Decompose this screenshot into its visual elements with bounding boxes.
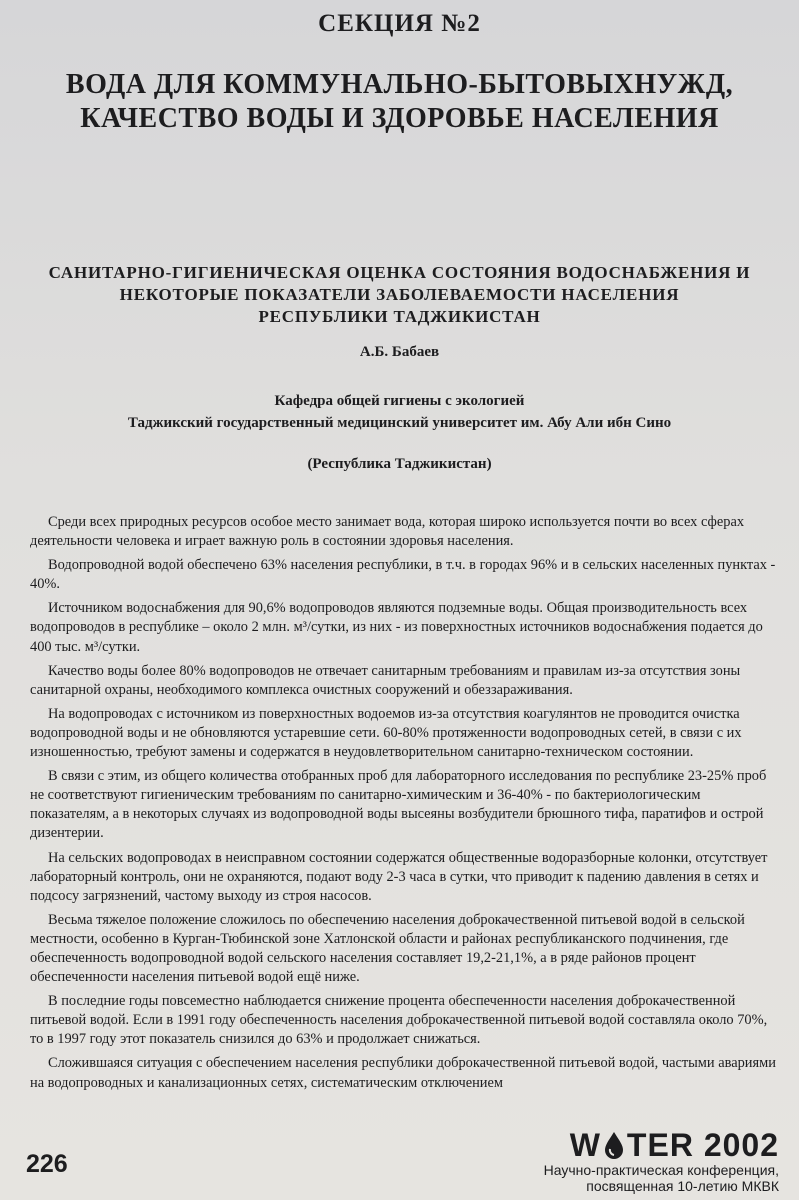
article-title-line: РЕСПУБЛИКИ ТАДЖИКИСТАН — [258, 307, 541, 326]
logo-text-right: TER 2002 — [626, 1127, 779, 1163]
paragraph: Качество воды более 80% водопроводов не отвечает санитарным требованиям и правилам из-за отсутствия зоны санитарной охраны, необходимого комплекса очистных сооружений и обеззараживания. — [30, 662, 741, 698]
section-number: СЕКЦИЯ №2 — [318, 10, 481, 37]
section-title — [0, 68, 799, 136]
article-body — [30, 513, 782, 1098]
article-title-line: НЕКОТОРЫЕ ПОКАЗАТЕЛИ ЗАБОЛЕВАЕМОСТИ НАСЕЛЕНИЯ — [119, 285, 680, 304]
paragraph: Водопроводной водой обеспечено 63% населения республики, в т.ч. в городах 96% и в сельских населенных пунктах - 40%. — [30, 557, 776, 593]
affiliation-line: Кафедра общей гигиены с экологией — [274, 393, 525, 409]
paragraph: В связи с этим, из общего количества отобранных проб для лабораторного исследования по республике 23-25% проб не соответствуют гигиеническим требованиям по санитарно-химическим и 36-40% - по бактериологическим показателям, а в некоторых случаях из водопроводной воды высеяны возбудители брюшного тифа, паратифов и острой дизентерии. — [30, 768, 767, 842]
paragraph: В последние годы повсеместно наблюдается снижение процента обеспеченности населения доброкачественной питьевой водой. Если в 1991 году обеспеченность населения доброкачественной питьевой водой составляла около 70%, то в 1997 году этот показатель снизился до 63% и продолжает снижаться. — [30, 993, 768, 1048]
paragraph: Весьма тяжелое положение сложилось по обеспечению населения доброкачественной питьевой водой в сельской местности, особенно в Курган-Тюбинской зоне Хатлонской области и районах республиканского подчинения, где обеспеченность водопроводной водой сельского населения составляет 19,2-21,1%, а в ряде районов процент обеспеченности населения питьевой водой ещё ниже. — [30, 911, 745, 986]
author-name: А.Б. Бабаев — [359, 344, 440, 360]
conference-logo — [544, 1128, 779, 1194]
water-drop-icon — [603, 1131, 625, 1159]
article-title — [0, 262, 799, 328]
paragraph: Сложившаяся ситуация с обеспечением населения республики доброкачественной питьевой водой, частыми авариями на водопроводных и канализационных сетях, систематическим отключением — [30, 1055, 776, 1091]
paragraph: Источником водоснабжения для 90,6% водопроводов являются подземные воды. Общая производительность всех водопроводов в республике – около 2 млн. м³/сутки, из них - из поверхностных источников водоснабжения подается до 400 тыс. м³/сутки. — [30, 600, 763, 655]
section-title-line: КАЧЕСТВО ВОДЫ И ЗДОРОВЬЕ НАСЕЛЕНИЯ — [80, 103, 719, 134]
logo-text-left: W — [569, 1127, 601, 1163]
article-title-line: САНИТАРНО-ГИГИЕНИЧЕСКАЯ ОЦЕНКА СОСТОЯНИЯ ВОДОСНАБЖЕНИЯ И — [48, 263, 751, 282]
paragraph: Среди всех природных ресурсов особое место занимает вода, которая широко используется почти во всех сферах деятельности человека и играет важную роль в состоянии здоровья населения. — [30, 514, 745, 550]
country: (Республика Таджикистан) — [307, 456, 492, 472]
water-2002-logo — [544, 1128, 779, 1162]
page-number: 226 — [26, 1150, 68, 1178]
paragraph: На сельских водопроводах в неисправном состоянии содержатся общественные водоразборные колонки, отсутствует лабораторный контроль, они не охраняются, подают воду 2-3 часа в сутки, что приводит к падению давления в сетях и подсосу загрязнений, частому выходу из строя насосов. — [30, 849, 768, 904]
affiliation-line: Таджикский государственный медицинский университет им. Абу Али ибн Сино — [127, 415, 672, 431]
conference-line: посвященная 10-летию МКВК — [586, 1178, 779, 1194]
conference-line: Научно-практическая конференция, — [543, 1162, 779, 1178]
paragraph: На водопроводах с источником из поверхностных водоемов из-за отсутствия коагулянтов не проводится очистка водопроводной воды и не обновляются устаревшие сети. 60-80% протяженности водопроводных сетей, в связи с их изношенностью, требуют замены и содержатся в неудовлетворительном санитарно-техническом состоянии. — [30, 705, 742, 761]
affiliation — [0, 390, 799, 434]
section-title-line: ВОДА ДЛЯ КОММУНАЛЬНО-БЫТОВЫХНУЖД, — [65, 69, 734, 100]
